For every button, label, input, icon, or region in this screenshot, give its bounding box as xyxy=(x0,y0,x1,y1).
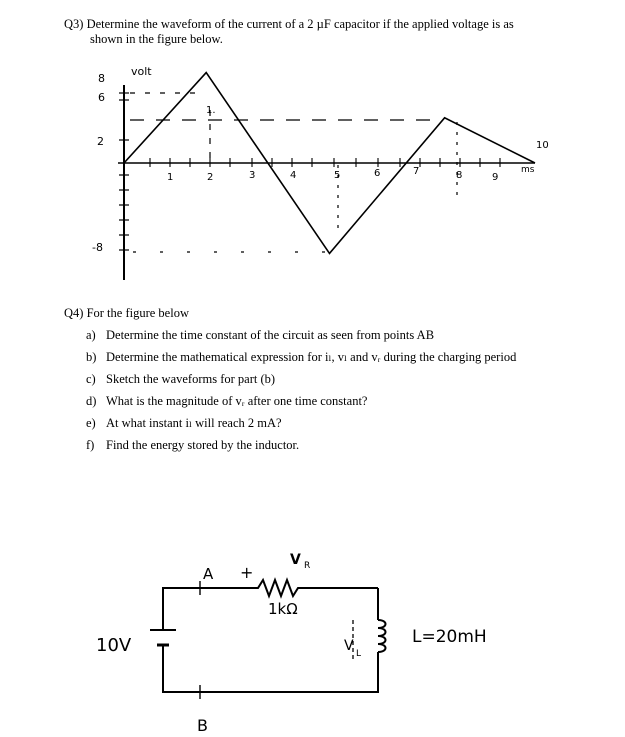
vl-label: V xyxy=(344,638,354,654)
source-label: 10V xyxy=(96,635,132,656)
x-axis-unit: ms xyxy=(521,165,535,175)
q4-item: b) Determine the mathematical expression for iₗ, vₗ and vᵣ during the charging period xyxy=(86,350,517,364)
node-b-label: B xyxy=(197,716,208,735)
q3-line-1: Q3) Determine the waveform of the current of a 2 µF capacitor if the applied voltage is as xyxy=(64,17,514,31)
x-tick-label: 2 xyxy=(207,172,214,183)
x-tick-label: 4 xyxy=(290,170,297,181)
y-tick-label-6: 6 xyxy=(98,91,105,104)
vl-subscript: L xyxy=(356,649,362,659)
q4-item: d) What is the magnitude of vᵣ after one time constant? xyxy=(86,394,368,408)
plus-sign: + xyxy=(240,563,254,582)
q4-item: e) At what instant iₗ will reach 2 mA? xyxy=(86,416,282,430)
circuit-wires xyxy=(150,580,386,699)
vr-subscript: R xyxy=(304,561,311,571)
q4-question xyxy=(64,306,516,460)
inductor-label: L=20mH xyxy=(412,627,487,647)
x-tick-label: 1 xyxy=(167,172,174,183)
q4-item-list xyxy=(64,328,516,453)
x-tick-label: 3 xyxy=(249,170,256,181)
x-tick-label: 6 xyxy=(374,168,381,179)
voltage-waveform-figure xyxy=(0,0,625,300)
x-tick-label: 8 xyxy=(456,170,463,181)
resistor-label: 1kΩ xyxy=(268,600,298,618)
x-tick-label: 7 xyxy=(413,166,420,177)
x-tick-labels xyxy=(167,140,549,183)
q4-item: c) Sketch the waveforms for part (b) xyxy=(86,372,276,386)
q3-line-2: shown in the figure below. xyxy=(90,32,223,46)
x-tick-label: 9 xyxy=(492,172,499,183)
resistor xyxy=(245,580,378,596)
y-axis-label: volt xyxy=(131,65,152,78)
y-tick-label-2: 2 xyxy=(97,135,104,148)
q4-item: f) Find the energy stored by the inductor. xyxy=(86,438,300,452)
annotation-1: 1. xyxy=(206,105,216,116)
vr-label: V xyxy=(290,552,301,568)
y-tick-label-8: 8 xyxy=(98,72,105,85)
y-tick-label-neg8: -8 xyxy=(92,241,103,254)
q4-item: a) Determine the time constant of the circuit as seen from points AB xyxy=(86,328,435,342)
q4-title: Q4) For the figure below xyxy=(64,306,189,320)
node-a-label: A xyxy=(203,565,214,583)
inductor xyxy=(378,620,386,652)
x-tick-label: 10 xyxy=(536,140,549,151)
x-tick-label: 5 xyxy=(334,170,341,181)
